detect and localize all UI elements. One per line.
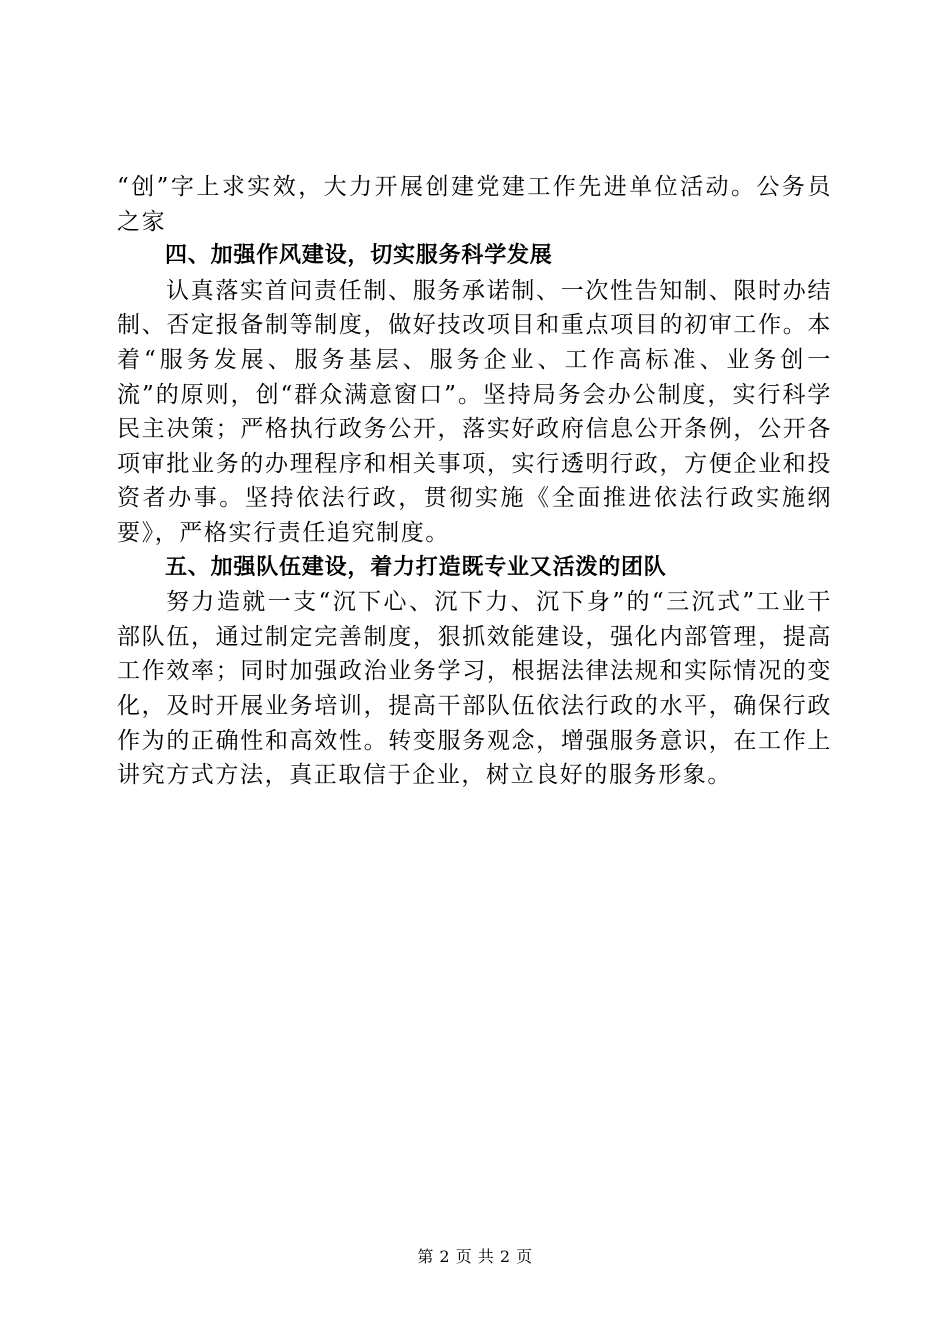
section-heading-5: 五、加强队伍建设，着力打造既专业又活泼的团队 bbox=[165, 554, 667, 580]
document-body bbox=[117, 170, 832, 793]
paragraph-section-4: 认真落实首问责任制、服务承诺制、一次性告知制、限时办结制、否定报备制等制度，做好技改项目和重点项目的初审工作。本着“服务发展、服务基层、服务企业、工作高标准、业务创一流”的原则，创“群众满意窗口”。坚持局务会办公制度，实行科学民主决策；严格执行政务公开，落实好政府信息公开条例，公开各项审批业务的办理程序和相关事项，实行透明行政，方便企业和投资者办事。坚持依法行政，贯彻实施《全面推进依法行政实施纲要》，严格实行责任追究制度。 bbox=[117, 277, 832, 546]
page-footer: 第 2 页 共 2 页 bbox=[417, 1247, 533, 1266]
paragraph-section-5: 努力造就一支“沉下心、沉下力、沉下身”的“三沉式”工业干部队伍，通过制定完善制度，狠抓效能建设，强化内部管理，提高工作效率；同时加强政治业务学习，根据法律法规和实际情况的变化，及时开展业务培训，提高干部队伍依法行政的水平，确保行政作为的正确性和高效性。转变服务观念，增强服务意识，在工作上讲究方式方法，真正取信于企业，树立良好的服务形象。 bbox=[117, 589, 832, 789]
paragraph-continuation: “创”字上求实效，大力开展创建党建工作先进单位活动。公务员之家 bbox=[117, 174, 832, 235]
section-heading-4: 四、加强作风建设，切实服务科学发展 bbox=[165, 243, 553, 269]
